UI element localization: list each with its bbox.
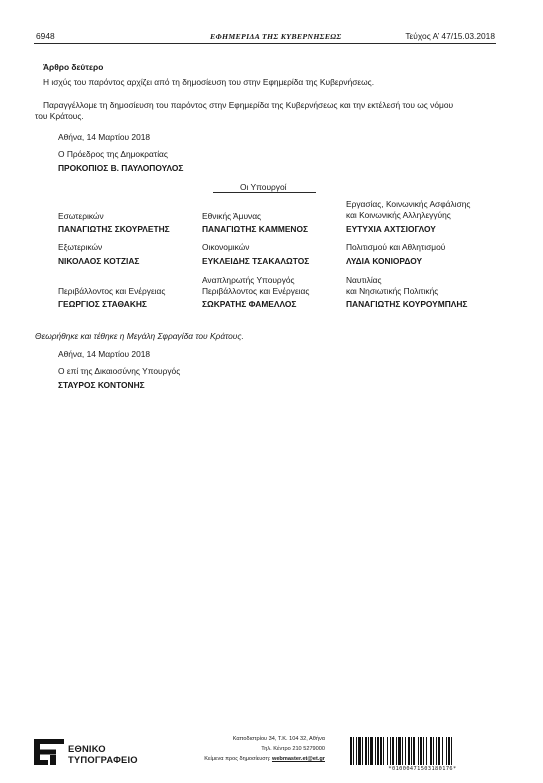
national-printing-office-logo-icon: [34, 739, 64, 765]
minister-name: ΠΑΝΑΓΙΩΤΗΣ ΣΚΟΥΡΛΕΤΗΣ: [58, 224, 170, 234]
header-rule: [34, 43, 496, 44]
article-text-2: Παραγγέλλομε τη δημοσίευση του παρόντος στην Εφημερίδα της Κυβερνήσεως και την εκτέλεσή του ως νόμου: [43, 100, 454, 110]
minister-name: ΕΥΤΥΧΙΑ ΑΧΤΣΙΟΓΛΟΥ: [346, 224, 436, 234]
signing-date: Αθήνα, 14 Μαρτίου 2018: [58, 132, 151, 142]
article-text-1: Η ισχύς του παρόντος αρχίζει από τη δημοσίευση του στην Εφημερίδα της Κυβερνήσεως.: [43, 77, 375, 87]
president-name: ΠΡΟΚΟΠΙΟΣ Β. ΠΑΥΛΟΠΟΥΛΟΣ: [58, 163, 184, 173]
ministers-heading-rule: [213, 192, 316, 193]
footer-email-line: [165, 755, 325, 764]
issue-number: Τεύχος Α’ 47/15.03.2018: [405, 31, 495, 41]
seal-statement: Θεωρήθηκε και τέθηκε η Μεγάλη Σφραγίδα του Κράτους.: [35, 331, 244, 341]
footer-address: Καποδιστρίου 34, Τ.Κ. 104 32, Αθήνα: [232, 736, 325, 742]
article-heading: Άρθρο δεύτερο: [43, 62, 104, 72]
minister-title: Πολιτισμού και Αθλητισμού: [346, 242, 446, 252]
minister-title: Περιβάλλοντος και Ενέργειας: [58, 286, 166, 296]
barcode-text: *01000471503180176*: [388, 766, 457, 772]
minister-title: και Νησιωτικής Πολιτικής: [346, 286, 439, 296]
page-number: 6948: [36, 31, 55, 41]
minister-title: Εργασίας, Κοινωνικής Ασφάλισης: [346, 199, 471, 209]
minister-title: Ναυτιλίας: [346, 275, 382, 285]
minister-title: Εξωτερικών: [58, 242, 103, 252]
justice-minister-title: Ο επί της Δικαιοσύνης Υπουργός: [58, 366, 181, 376]
ministers-heading: Οι Υπουργοί: [240, 182, 287, 192]
gazette-title: ΕΦΗΜΕΡΙΔΑ ΤΗΣ ΚΥΒΕΡΝΗΣΕΩΣ: [210, 32, 342, 41]
minister-name: ΓΕΩΡΓΙΟΣ ΣΤΑΘΑΚΗΣ: [58, 299, 147, 309]
minister-name: ΠΑΝΑΓΙΩΤΗΣ ΚΟΥΡΟΥΜΠΛΗΣ: [346, 299, 468, 309]
footer-email-label: Κείμενα προς δημοσίευση:: [204, 756, 271, 762]
logo-text-line2: ΤΥΠΟΓΡΑΦΕΙΟ: [68, 754, 138, 765]
minister-name: ΣΩΚΡΑΤΗΣ ΦΑΜΕΛΛΟΣ: [202, 299, 297, 309]
justice-minister-name: ΣΤΑΥΡΟΣ ΚΟΝΤΟΝΗΣ: [58, 380, 145, 390]
logo-text-line1: ΕΘΝΙΚΟ: [68, 743, 106, 754]
minister-title: Εσωτερικών: [58, 211, 104, 221]
minister-name: ΠΑΝΑΓΙΩΤΗΣ ΚΑΜΜΕΝΟΣ: [202, 224, 309, 234]
minister-name: ΛΥΔΙΑ ΚΟΝΙΟΡΔΟΥ: [346, 256, 423, 266]
minister-name: ΝΙΚΟΛΑΟΣ ΚΟΤΖΙΑΣ: [58, 256, 140, 266]
minister-title: Εθνικής Άμυνας: [202, 211, 262, 221]
seal-date: Αθήνα, 14 Μαρτίου 2018: [58, 349, 151, 359]
president-title: Ο Πρόεδρος της Δημοκρατίας: [58, 149, 168, 159]
barcode-icon: [350, 737, 495, 765]
minister-title: Περιβάλλοντος και Ενέργειας: [202, 286, 310, 296]
article-text-2-cont: του Κράτους.: [35, 111, 84, 121]
minister-name: ΕΥΚΛΕΙΔΗΣ ΤΣΑΚΑΛΩΤΟΣ: [202, 256, 310, 266]
minister-title: Αναπληρωτής Υπουργός: [202, 275, 295, 285]
footer-email-link[interactable]: webmaster.et@et.gr: [271, 756, 325, 762]
minister-title: και Κοινωνικής Αλληλεγγύης: [346, 210, 451, 220]
minister-title: Οικονομικών: [202, 242, 250, 252]
footer-phone: Τηλ. Κέντρο 210 5279000: [261, 746, 325, 752]
